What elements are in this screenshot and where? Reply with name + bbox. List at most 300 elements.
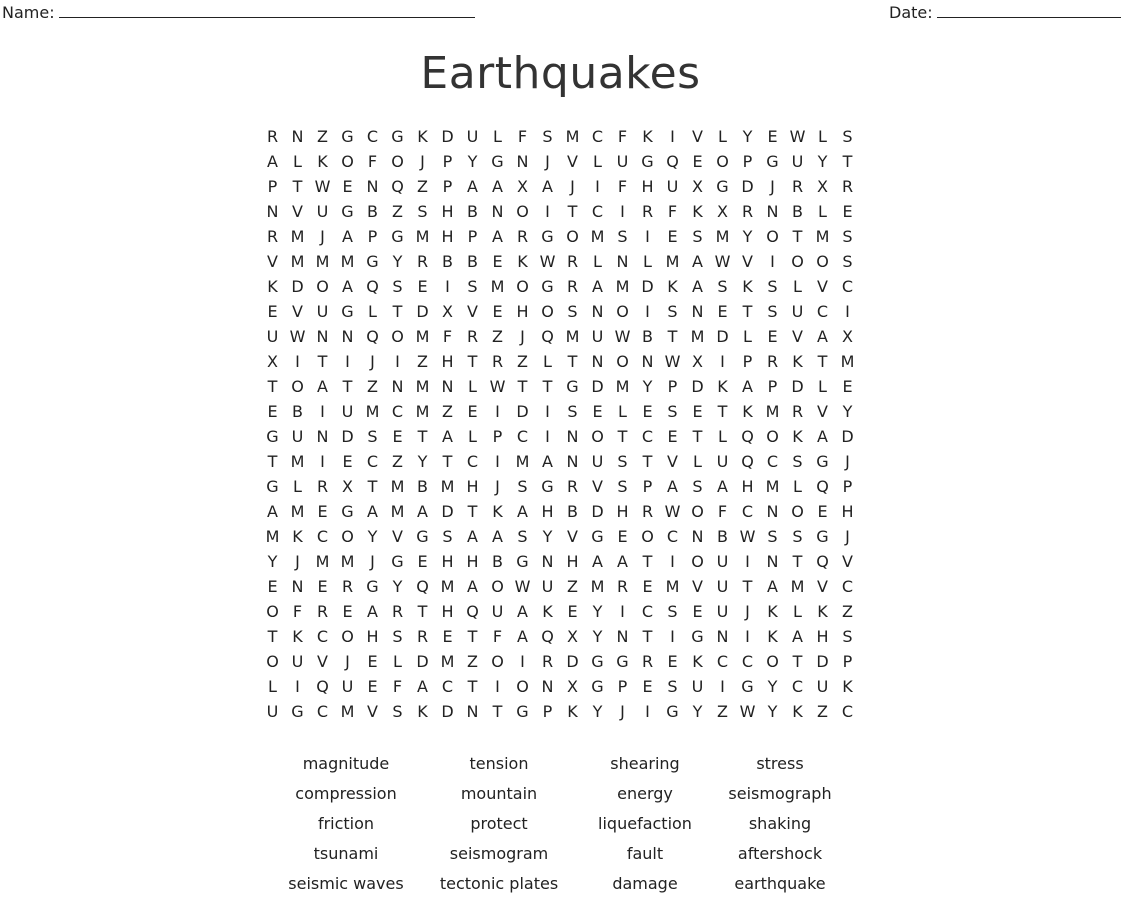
grid-letter: L: [468, 427, 477, 446]
grid-letter: O: [766, 652, 779, 671]
grid-letter: C: [466, 452, 479, 471]
grid-letter: M: [390, 502, 405, 521]
grid-letter: N: [616, 627, 629, 646]
grid-letter: Q: [666, 152, 679, 171]
grid-letter: N: [591, 352, 604, 371]
grid-letter: I: [595, 177, 600, 196]
grid-letter: K: [692, 202, 703, 221]
grid-letter: K: [667, 277, 678, 296]
grid-letter: L: [493, 127, 502, 146]
grid-letter: L: [293, 152, 302, 171]
grid-row: [260, 349, 860, 374]
grid-letter: G: [641, 152, 654, 171]
grid-letter: C: [316, 702, 329, 721]
grid-letter: B: [717, 527, 728, 546]
grid-letter: N: [391, 377, 404, 396]
grid-letter: K: [792, 352, 803, 371]
grid-letter: Z: [717, 702, 728, 721]
grid-letter: G: [391, 552, 404, 571]
grid-letter: O: [566, 227, 579, 246]
word-bank-item: earthquake: [734, 874, 826, 893]
grid-letter: E: [667, 427, 678, 446]
grid-letter: X: [842, 327, 853, 346]
grid-letter: Q: [741, 452, 754, 471]
grid-letter: H: [466, 552, 479, 571]
grid-letter: T: [667, 327, 678, 346]
grid-letter: M: [265, 527, 280, 546]
grid-letter: M: [590, 577, 605, 596]
grid-letter: C: [741, 502, 754, 521]
grid-letter: G: [591, 677, 604, 696]
grid-letter: G: [341, 127, 354, 146]
grid-letter: J: [845, 527, 850, 546]
grid-letter: A: [417, 502, 428, 521]
grid-letter: E: [367, 652, 378, 671]
grid-letter: T: [692, 427, 703, 446]
grid-letter: Q: [366, 327, 379, 346]
grid-letter: T: [842, 152, 853, 171]
grid-letter: P: [842, 652, 853, 671]
grid-letter: B: [467, 252, 478, 271]
grid-letter: E: [492, 302, 503, 321]
word-bank: [0, 751, 1121, 901]
grid-letter: A: [817, 327, 828, 346]
grid-letter: Z: [417, 352, 428, 371]
grid-letter: K: [542, 602, 553, 621]
grid-letter: P: [617, 677, 628, 696]
grid-letter: K: [292, 627, 303, 646]
grid-letter: O: [266, 652, 279, 671]
grid-letter: Q: [366, 277, 379, 296]
grid-letter: K: [842, 677, 853, 696]
grid-letter: U: [716, 452, 729, 471]
grid-letter: S: [392, 702, 403, 721]
grid-letter: V: [692, 577, 703, 596]
grid-letter: O: [316, 277, 329, 296]
grid-letter: V: [567, 527, 578, 546]
grid-letter: J: [545, 152, 550, 171]
grid-letter: D: [441, 127, 454, 146]
grid-letter: G: [391, 227, 404, 246]
grid-letter: H: [441, 227, 454, 246]
grid-letter: Y: [742, 227, 753, 246]
grid-letter: H: [441, 602, 454, 621]
grid-row: [260, 124, 860, 149]
grid-letter: Q: [816, 552, 829, 571]
word-bank-item: tension: [469, 754, 529, 773]
grid-letter: A: [717, 477, 728, 496]
grid-letter: H: [516, 302, 529, 321]
grid-letter: K: [792, 702, 803, 721]
grid-letter: G: [716, 177, 729, 196]
grid-row: [260, 574, 860, 599]
word-bank-item: energy: [617, 784, 673, 803]
grid-letter: G: [341, 202, 354, 221]
grid-letter: E: [667, 652, 678, 671]
grid-letter: M: [690, 327, 705, 346]
grid-row: [260, 449, 860, 474]
grid-letter: L: [718, 127, 727, 146]
grid-letter: R: [641, 652, 654, 671]
grid-letter: I: [445, 277, 450, 296]
grid-letter: H: [441, 202, 454, 221]
grid-letter: T: [292, 177, 303, 196]
grid-letter: F: [617, 177, 628, 196]
grid-letter: M: [615, 377, 630, 396]
grid-letter: L: [818, 202, 827, 221]
grid-letter: C: [766, 452, 779, 471]
grid-letter: B: [467, 202, 478, 221]
grid-letter: W: [739, 702, 756, 721]
grid-row: [260, 524, 860, 549]
grid-letter: E: [667, 227, 678, 246]
word-bank-item: friction: [317, 814, 375, 833]
grid-letter: K: [567, 702, 578, 721]
grid-letter: C: [366, 452, 379, 471]
grid-letter: E: [692, 602, 703, 621]
grid-letter: R: [566, 252, 579, 271]
grid-letter: V: [292, 202, 303, 221]
grid-letter: E: [417, 277, 428, 296]
grid-letter: R: [791, 177, 804, 196]
grid-letter: V: [817, 277, 828, 296]
grid-row: [260, 599, 860, 624]
grid-letter: E: [567, 602, 578, 621]
grid-letter: R: [616, 577, 629, 596]
grid-letter: D: [441, 502, 454, 521]
grid-letter: E: [767, 327, 778, 346]
grid-letter: J: [570, 177, 575, 196]
grid-letter: L: [618, 402, 627, 421]
grid-letter: C: [791, 677, 804, 696]
grid-letter: S: [617, 452, 628, 471]
grid-letter: C: [716, 652, 729, 671]
grid-letter: J: [420, 152, 425, 171]
grid-letter: V: [792, 327, 803, 346]
grid-letter: O: [491, 577, 504, 596]
grid-letter: R: [316, 477, 329, 496]
grid-letter: I: [495, 677, 500, 696]
grid-letter: R: [266, 127, 279, 146]
word-bank-item: seismogram: [449, 844, 549, 863]
grid-letter: K: [517, 252, 528, 271]
grid-letter: E: [317, 502, 328, 521]
grid-letter: U: [716, 552, 729, 571]
grid-letter: C: [841, 577, 854, 596]
grid-letter: R: [416, 627, 429, 646]
date-line[interactable]: [937, 3, 1121, 18]
grid-letter: A: [342, 277, 353, 296]
grid-letter: L: [393, 652, 402, 671]
grid-letter: W: [664, 502, 681, 521]
grid-letter: L: [793, 477, 802, 496]
grid-letter: X: [692, 177, 703, 196]
grid-letter: R: [391, 602, 404, 621]
grid-letter: G: [266, 427, 279, 446]
grid-letter: G: [516, 702, 529, 721]
grid-letter: V: [467, 302, 478, 321]
grid-letter: W: [314, 177, 331, 196]
grid-letter: T: [417, 602, 428, 621]
grid-letter: M: [290, 452, 305, 471]
word-bank-item: tsunami: [313, 844, 379, 863]
grid-letter: S: [842, 227, 853, 246]
grid-letter: C: [591, 202, 604, 221]
grid-letter: N: [316, 427, 329, 446]
grid-letter: G: [391, 127, 404, 146]
grid-letter: M: [590, 227, 605, 246]
grid-letter: O: [791, 252, 804, 271]
grid-letter: I: [345, 352, 350, 371]
grid-letter: O: [391, 152, 404, 171]
grid-letter: P: [267, 177, 278, 196]
grid-letter: C: [316, 527, 329, 546]
word-bank-item: aftershock: [737, 844, 823, 863]
grid-letter: N: [291, 577, 304, 596]
grid-letter: U: [316, 302, 329, 321]
grid-letter: O: [716, 152, 729, 171]
grid-letter: B: [442, 252, 453, 271]
grid-letter: F: [517, 127, 528, 146]
grid-letter: T: [267, 377, 278, 396]
grid-letter: A: [742, 377, 753, 396]
name-line[interactable]: [59, 3, 475, 18]
grid-letter: T: [467, 502, 478, 521]
grid-letter: U: [616, 152, 629, 171]
grid-letter: V: [267, 252, 278, 271]
grid-letter: D: [566, 652, 579, 671]
grid-letter: T: [367, 477, 378, 496]
grid-letter: K: [742, 277, 753, 296]
grid-letter: S: [692, 477, 703, 496]
grid-letter: Y: [467, 152, 478, 171]
grid-letter: T: [417, 427, 428, 446]
grid-letter: C: [841, 277, 854, 296]
grid-letter: G: [266, 477, 279, 496]
grid-letter: F: [292, 602, 303, 621]
grid-row: [260, 674, 860, 699]
grid-letter: U: [266, 702, 279, 721]
grid-letter: B: [292, 402, 303, 421]
grid-letter: J: [620, 702, 625, 721]
grid-letter: X: [267, 352, 278, 371]
grid-letter: E: [442, 627, 453, 646]
grid-letter: X: [442, 302, 453, 321]
grid-letter: M: [315, 552, 330, 571]
grid-row: [260, 374, 860, 399]
grid-letter: Y: [592, 602, 603, 621]
grid-letter: L: [793, 602, 802, 621]
grid-letter: B: [567, 502, 578, 521]
grid-letter: M: [365, 402, 380, 421]
grid-letter: Y: [817, 152, 828, 171]
grid-letter: O: [516, 202, 529, 221]
grid-letter: N: [766, 202, 779, 221]
grid-letter: A: [467, 577, 478, 596]
grid-letter: X: [817, 177, 828, 196]
grid-letter: U: [341, 402, 354, 421]
grid-letter: M: [815, 227, 830, 246]
grid-letter: T: [467, 677, 478, 696]
grid-letter: I: [670, 627, 675, 646]
grid-letter: E: [617, 527, 628, 546]
grid-letter: C: [516, 427, 529, 446]
grid-letter: C: [316, 627, 329, 646]
grid-row: [260, 299, 860, 324]
grid-letter: M: [665, 577, 680, 596]
grid-letter: A: [592, 552, 603, 571]
grid-letter: K: [417, 702, 428, 721]
grid-letter: I: [545, 202, 550, 221]
grid-letter: M: [765, 477, 780, 496]
grid-letter: E: [492, 252, 503, 271]
grid-letter: O: [591, 427, 604, 446]
grid-letter: Q: [466, 602, 479, 621]
grid-letter: T: [542, 377, 553, 396]
grid-letter: E: [367, 677, 378, 696]
grid-letter: M: [665, 252, 680, 271]
grid-letter: S: [567, 402, 578, 421]
grid-letter: B: [492, 552, 503, 571]
grid-letter: Y: [392, 252, 403, 271]
grid-letter: N: [441, 377, 454, 396]
grid-letter: A: [467, 177, 478, 196]
grid-letter: L: [368, 302, 377, 321]
grid-letter: S: [667, 602, 678, 621]
grid-letter: I: [620, 202, 625, 221]
page-title: Earthquakes: [420, 48, 701, 99]
grid-letter: D: [691, 377, 704, 396]
grid-letter: S: [392, 627, 403, 646]
grid-letter: I: [745, 552, 750, 571]
grid-letter: H: [616, 502, 629, 521]
grid-letter: B: [642, 327, 653, 346]
grid-letter: Q: [541, 627, 554, 646]
grid-letter: S: [767, 302, 778, 321]
grid-letter: P: [467, 227, 478, 246]
grid-letter: E: [267, 577, 278, 596]
grid-letter: H: [566, 552, 579, 571]
grid-letter: J: [370, 352, 375, 371]
grid-letter: O: [541, 302, 554, 321]
grid-letter: A: [517, 627, 528, 646]
grid-letter: J: [295, 552, 300, 571]
grid-letter: S: [842, 627, 853, 646]
grid-letter: G: [341, 302, 354, 321]
grid-letter: R: [641, 502, 654, 521]
grid-letter: R: [541, 652, 554, 671]
grid-letter: Y: [367, 527, 378, 546]
grid-letter: T: [567, 202, 578, 221]
grid-row: [260, 424, 860, 449]
grid-letter: G: [691, 627, 704, 646]
grid-letter: A: [467, 527, 478, 546]
grid-letter: T: [642, 552, 653, 571]
grid-row: [260, 149, 860, 174]
grid-letter: X: [517, 177, 528, 196]
grid-letter: G: [366, 252, 379, 271]
grid-letter: O: [691, 552, 704, 571]
grid-letter: S: [392, 277, 403, 296]
grid-letter: A: [767, 577, 778, 596]
grid-letter: N: [541, 677, 554, 696]
grid-letter: I: [670, 127, 675, 146]
grid-letter: T: [467, 352, 478, 371]
grid-letter: D: [841, 427, 854, 446]
grid-letter: Z: [317, 127, 328, 146]
grid-letter: Y: [392, 577, 403, 596]
grid-letter: J: [345, 652, 350, 671]
grid-row: [260, 474, 860, 499]
word-bank-item: stress: [756, 754, 804, 773]
grid-letter: S: [542, 127, 553, 146]
grid-letter: S: [792, 452, 803, 471]
grid-letter: M: [340, 252, 355, 271]
grid-letter: W: [514, 577, 531, 596]
grid-letter: I: [745, 627, 750, 646]
grid-letter: E: [267, 402, 278, 421]
grid-letter: X: [567, 677, 578, 696]
grid-letter: Q: [741, 427, 754, 446]
grid-letter: E: [717, 302, 728, 321]
grid-letter: I: [320, 402, 325, 421]
grid-letter: O: [341, 627, 354, 646]
grid-letter: G: [541, 227, 554, 246]
grid-letter: C: [666, 527, 679, 546]
grid-letter: I: [495, 402, 500, 421]
word-bank-item: shearing: [610, 754, 680, 773]
grid-letter: O: [341, 527, 354, 546]
grid-letter: M: [415, 227, 430, 246]
grid-letter: D: [641, 277, 654, 296]
grid-letter: E: [817, 502, 828, 521]
grid-letter: J: [320, 227, 325, 246]
grid-letter: J: [770, 177, 775, 196]
grid-letter: M: [565, 327, 580, 346]
grid-letter: M: [390, 477, 405, 496]
grid-letter: M: [765, 402, 780, 421]
name-field[interactable]: [2, 3, 475, 22]
grid-letter: O: [766, 227, 779, 246]
grid-letter: H: [741, 477, 754, 496]
grid-letter: S: [367, 427, 378, 446]
grid-letter: F: [667, 202, 678, 221]
grid-letter: T: [567, 352, 578, 371]
grid-letter: A: [542, 452, 553, 471]
grid-letter: U: [791, 152, 804, 171]
grid-letter: V: [817, 577, 828, 596]
grid-row: [260, 199, 860, 224]
grid-letter: G: [816, 527, 829, 546]
grid-letter: D: [816, 652, 829, 671]
grid-letter: X: [567, 627, 578, 646]
grid-letter: S: [617, 227, 628, 246]
grid-letter: H: [441, 552, 454, 571]
grid-letter: R: [566, 277, 579, 296]
grid-letter: J: [520, 327, 525, 346]
grid-letter: H: [466, 477, 479, 496]
grid-letter: U: [291, 427, 304, 446]
date-label: Date:: [889, 3, 933, 22]
grid-letter: R: [341, 577, 354, 596]
date-field[interactable]: [889, 3, 1121, 22]
grid-letter: I: [295, 677, 300, 696]
grid-letter: Z: [442, 402, 453, 421]
grid-letter: S: [842, 252, 853, 271]
grid-letter: E: [767, 127, 778, 146]
grid-letter: E: [342, 452, 353, 471]
grid-letter: Y: [767, 677, 778, 696]
